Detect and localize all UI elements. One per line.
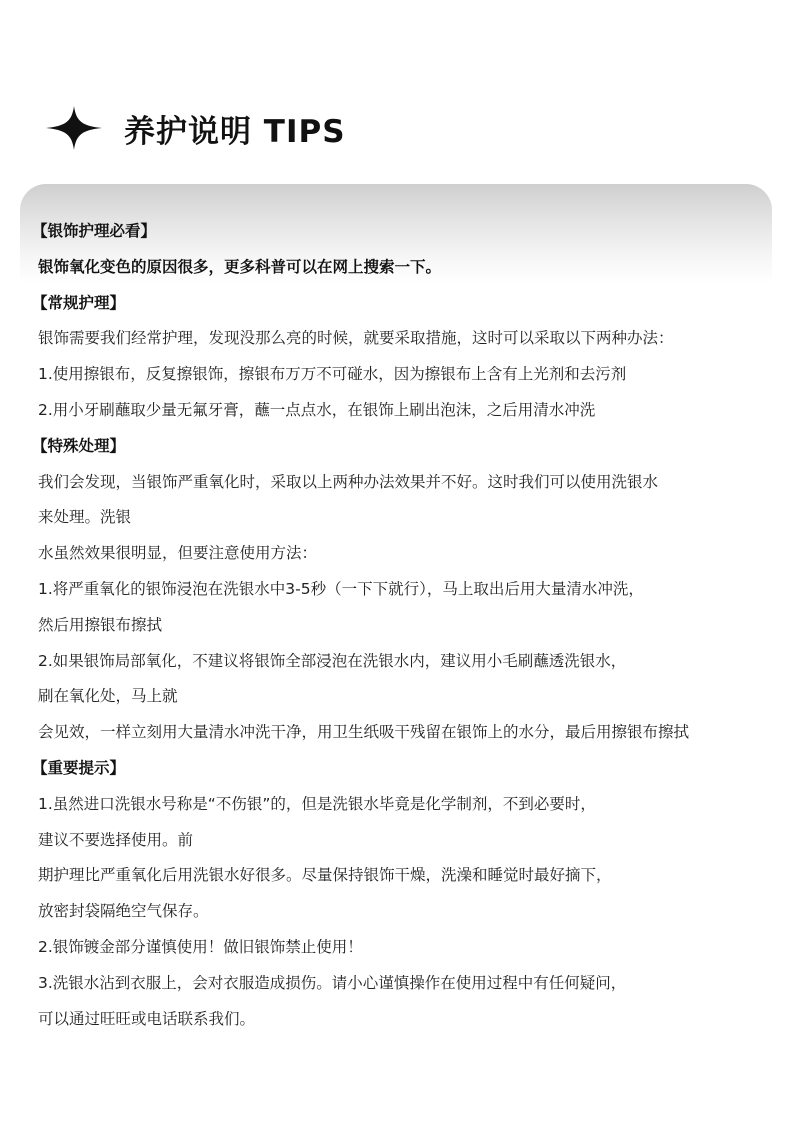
intro-text: 银饰氧化变色的原因很多，更多科普可以在网上搜索一下。 xyxy=(38,257,442,276)
page-title: 养护说明 TIPS xyxy=(124,113,346,150)
paragraph-line: 可以通过旺旺或电话联系我们。 xyxy=(38,1009,256,1028)
paragraph-line: 2.银饰镀金部分谨慎使用！做旧银饰禁止使用！ xyxy=(38,937,363,956)
paragraph-line: 1.虽然进口洗银水号称是“不伤银”的，但是洗银水毕竟是化学制剂，不到必要时， xyxy=(38,794,596,813)
paragraph-line: 3.洗银水沾到衣服上，会对衣服造成损伤。请小心谨慎操作在使用过程中有任何疑问， xyxy=(38,973,627,992)
paragraph-line: 2.用小牙刷蘸取少量无氟牙膏，蘸一点点水，在银饰上刷出泡沫，之后用清水冲洗 xyxy=(38,400,596,419)
paragraph-line: 期护理比严重氧化后用洗银水好很多。尽量保持银饰干燥，洗澡和睡觉时最好摘下， xyxy=(38,866,612,885)
paragraph-line: 建议不要选择使用。前 xyxy=(38,830,194,849)
paragraph-line: 水虽然效果很明显，但要注意使用方法： xyxy=(38,544,318,563)
section-heading-routine-care: 【常规护理】 xyxy=(32,293,126,312)
care-instructions xyxy=(32,214,778,1037)
section-heading-silver-care: 【银饰护理必看】 xyxy=(32,222,157,240)
paragraph-line: 会见效，一样立刻用大量清水冲洗干净，用卫生纸吸干残留在银饰上的水分，最后用擦银布擦拭 xyxy=(38,723,690,742)
paragraph-line: 银饰需要我们经常护理，发现没那么亮的时候，就要采取措施，这时可以采取以下两种办法： xyxy=(38,329,674,348)
paragraph-line: 然后用擦银布擦拭 xyxy=(38,615,163,634)
paragraph-line: 1.使用擦银布，反复擦银饰，擦银布万万不可碰水，因为擦银布上含有上光剂和去污剂 xyxy=(38,365,627,384)
paragraph-line: 我们会发现，当银饰严重氧化时，采取以上两种办法效果并不好。这时我们可以使用洗银水 xyxy=(38,472,659,491)
sparkle-star-icon xyxy=(46,106,102,150)
paragraph-line: 1.将严重氧化的银饰浸泡在洗银水中3-5秒（一下下就行），马上取出后用大量清水冲洗， xyxy=(38,579,644,598)
paragraph-line: 来处理。洗银 xyxy=(38,508,132,527)
section-heading-special-treatment: 【特殊处理】 xyxy=(32,436,126,455)
paragraph-line: 放密封袋隔绝空气保存。 xyxy=(38,902,209,921)
page-header xyxy=(46,100,346,156)
paragraph-line: 2.如果银饰局部氧化，不建议将银饰全部浸泡在洗银水内，建议用小毛刷蘸透洗银水， xyxy=(38,651,627,670)
paragraph-line: 刷在氧化处，马上就 xyxy=(38,687,178,706)
section-heading-important-notes: 【重要提示】 xyxy=(32,758,126,777)
